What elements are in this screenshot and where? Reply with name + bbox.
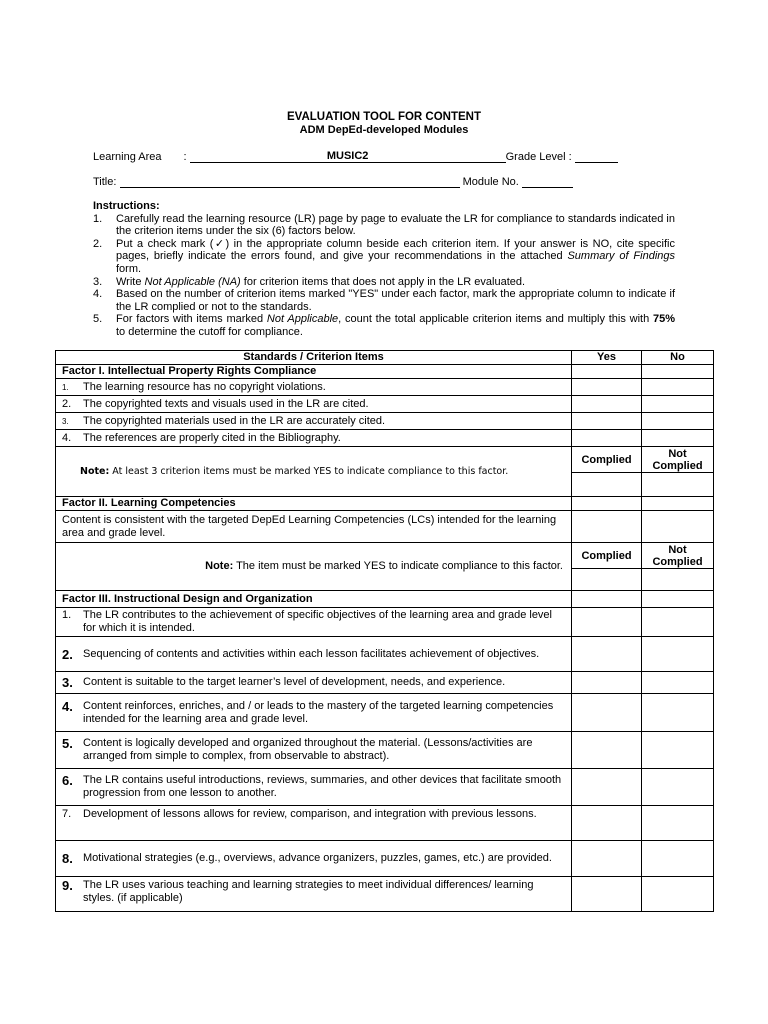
factor-1-note: Note: At least 3 criterion items must be marked YES to indicate compliance to this factor. xyxy=(56,447,572,497)
instruction-item: 4. Based on the number of criterion items marked "YES" under each factor, mark the appropriate column to indicate if the LR complied or not to the standards. xyxy=(93,288,675,313)
factor-3-title: Factor III. Instructional Design and Organization xyxy=(56,591,572,608)
no-cell[interactable] xyxy=(642,769,714,806)
yes-cell[interactable] xyxy=(572,694,642,732)
no-cell[interactable] xyxy=(642,806,714,841)
yes-header: Yes xyxy=(572,351,642,365)
no-cell[interactable] xyxy=(642,672,714,694)
yes-cell[interactable] xyxy=(572,672,642,694)
yes-cell[interactable] xyxy=(572,769,642,806)
no-header: No xyxy=(642,351,714,365)
complied-label: Complied xyxy=(572,543,642,569)
not-complied-label: Not Complied xyxy=(642,447,714,473)
learning-area-value[interactable]: MUSIC2 xyxy=(190,150,506,163)
yes-cell[interactable] xyxy=(572,806,642,841)
title-label: Title: xyxy=(93,176,117,188)
instruction-item: 2. Put a check mark (✓) in the appropriate column beside each criterion item. If your answer is NO, cite specific pages, briefly indicate the errors found, and give your recommendations in the attached Summary of Findings form. xyxy=(93,237,675,275)
document-subtitle: ADM DepEd-developed Modules xyxy=(299,124,469,136)
learning-area-label: Learning Area xyxy=(93,151,162,163)
yes-cell[interactable] xyxy=(572,511,642,543)
table-row: 1. The LR contributes to the achievement of specific objectives of the learning area and grade level for which it is intended. xyxy=(56,608,572,637)
no-cell[interactable] xyxy=(642,608,714,637)
grade-level-label: Grade Level : xyxy=(505,151,572,163)
table-row: 5. Content is logically developed and organized throughout the material. (Lessons/activities are arranged from simple to complex, from observable to abstract). xyxy=(56,732,572,769)
no-cell[interactable] xyxy=(642,379,714,396)
yes-cell[interactable] xyxy=(572,365,642,379)
not-complied-cell[interactable] xyxy=(642,473,714,497)
title-row xyxy=(93,175,573,188)
instructions-heading: Instructions: xyxy=(93,200,160,212)
table-row: 2. The copyrighted texts and visuals used in the LR are cited. xyxy=(56,396,572,413)
yes-cell[interactable] xyxy=(572,430,642,447)
table-row: 4. Content reinforces, enriches, and / or leads to the mastery of the targeted learning competencies intended for the learning area and grade level. xyxy=(56,694,572,732)
yes-cell[interactable] xyxy=(572,396,642,413)
yes-cell[interactable] xyxy=(572,497,642,511)
learning-area-row xyxy=(93,150,618,163)
not-complied-cell[interactable] xyxy=(642,569,714,591)
table-row: 9. The LR uses various teaching and learning strategies to meet individual differences/ learning styles. (if applicable) xyxy=(56,877,572,912)
table-row: 7. Development of lessons allows for review, comparison, and integration with previous lessons. xyxy=(56,806,572,841)
document-title: EVALUATION TOOL FOR CONTENT xyxy=(286,111,481,123)
title-field[interactable] xyxy=(120,175,460,188)
factor-1-title: Factor I. Intellectual Property Rights Compliance xyxy=(56,365,572,379)
no-cell[interactable] xyxy=(642,497,714,511)
instruction-item: 5. For factors with items marked Not Applicable, count the total applicable criterion items and multiply this with 75% to determine the cutoff for compliance. xyxy=(93,313,675,338)
table-row: 3. Content is suitable to the target learner’s level of development, needs, and experience. xyxy=(56,672,572,694)
table-header-row xyxy=(56,351,714,365)
table-row: 4. The references are properly cited in the Bibliography. xyxy=(56,430,572,447)
no-cell[interactable] xyxy=(642,396,714,413)
yes-cell[interactable] xyxy=(572,608,642,637)
table-row: 3. The copyrighted materials used in the LR are accurately cited. xyxy=(56,413,572,430)
factor-2-title: Factor II. Learning Competencies xyxy=(56,497,572,511)
module-no-field[interactable] xyxy=(522,175,573,188)
no-cell[interactable] xyxy=(642,413,714,430)
complied-cell[interactable] xyxy=(572,569,642,591)
module-no-label: Module No. xyxy=(462,176,519,188)
colon: : xyxy=(183,151,187,163)
grade-level-field[interactable] xyxy=(575,150,618,163)
yes-cell[interactable] xyxy=(572,877,642,912)
yes-cell[interactable] xyxy=(572,413,642,430)
no-cell[interactable] xyxy=(642,732,714,769)
no-cell[interactable] xyxy=(642,877,714,912)
no-cell[interactable] xyxy=(642,591,714,608)
table-row: 8. Motivational strategies (e.g., overviews, advance organizers, puzzles, games, etc.) are provided. xyxy=(56,841,572,877)
table-row: 6. The LR contains useful introductions, reviews, summaries, and other devices that facilitate smooth progression from one lesson to another. xyxy=(56,769,572,806)
table-row: 1. The learning resource has no copyright violations. xyxy=(56,379,572,396)
no-cell[interactable] xyxy=(642,511,714,543)
yes-cell[interactable] xyxy=(572,732,642,769)
instructions xyxy=(93,200,675,339)
no-cell[interactable] xyxy=(642,365,714,379)
yes-cell[interactable] xyxy=(572,591,642,608)
criteria-header: Standards / Criterion Items xyxy=(56,351,572,365)
table-row: Content is consistent with the targeted DepEd Learning Competencies (LCs) intended for the learning area and grade level. xyxy=(56,511,572,543)
table-row: 2. Sequencing of contents and activities within each lesson facilitates achievement of objectives. xyxy=(56,637,572,672)
complied-label: Complied xyxy=(572,447,642,473)
instruction-item: 1. Carefully read the learning resource (LR) page by page to evaluate the LR for compliance to standards indicated in the criterion items under the six (6) factors below. xyxy=(93,212,675,238)
complied-cell[interactable] xyxy=(572,473,642,497)
no-cell[interactable] xyxy=(642,637,714,672)
evaluation-table xyxy=(55,350,714,912)
yes-cell[interactable] xyxy=(572,841,642,877)
no-cell[interactable] xyxy=(642,694,714,732)
instruction-item: 3. Write Not Applicable (NA) for criterion items that does not apply in the LR evaluated. xyxy=(93,275,526,288)
no-cell[interactable] xyxy=(642,430,714,447)
yes-cell[interactable] xyxy=(572,379,642,396)
factor-2-note: Note: The item must be marked YES to indicate compliance to this factor. xyxy=(56,543,572,591)
yes-cell[interactable] xyxy=(572,637,642,672)
not-complied-label: Not Complied xyxy=(642,543,714,569)
no-cell[interactable] xyxy=(642,841,714,877)
